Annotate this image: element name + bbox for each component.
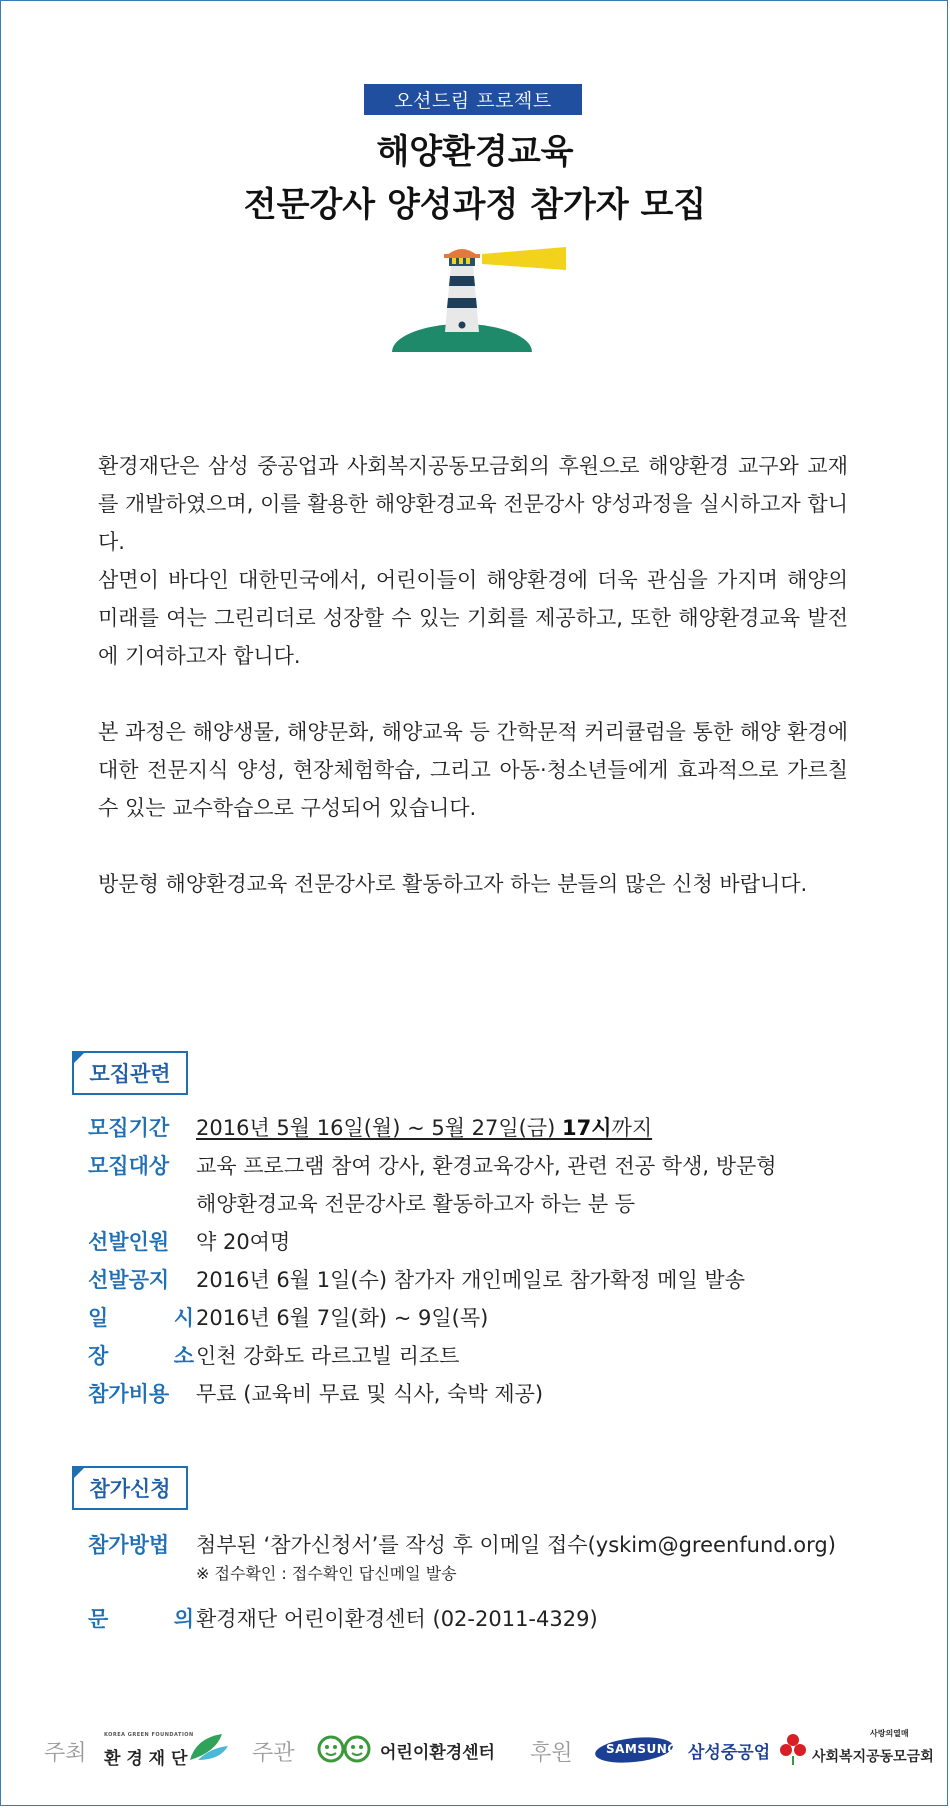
samsung-logo (594, 1736, 678, 1764)
page-title-line1: 해양환경교육 (376, 132, 574, 172)
row-count (88, 1226, 908, 1264)
row-method (88, 1529, 908, 1561)
host-logo-subtitle: KOREA GREEN FOUNDATION (104, 1732, 194, 1738)
intro-paragraph-2: 삼면이 바다인 대한민국에서, 어린이들이 해양환경에 더욱 관심을 가지며 해양의 미래를 여는 그린리더로 성장할 수 있는 기회를 제공하고, 또한 해양환경교육 발전에 기여하고자 합니다. (98, 568, 848, 668)
row-target (88, 1150, 908, 1188)
row-contact (88, 1603, 908, 1641)
label-contact-b: 의 (173, 1607, 194, 1631)
value-method: 첨부된 ‘참가신청서’를 작성 후 이메일 접수(yskim@greenfund.org) (196, 1533, 836, 1557)
label-place (88, 1340, 194, 1378)
label-place-a: 장 (88, 1344, 109, 1368)
leaf-icon (186, 1730, 230, 1766)
period-suffix: 까지 (611, 1116, 653, 1140)
row-fee (88, 1378, 908, 1416)
value-target-line1: 교육 프로그램 참여 강사, 환경교육강사, 관련 전공 학생, 방문형 (196, 1154, 777, 1178)
host-label: 주최 (44, 1741, 87, 1766)
value-count: 약 20여명 (196, 1230, 291, 1254)
lighthouse-illustration (386, 242, 566, 364)
label-contact-a: 문 (88, 1607, 109, 1631)
chest-logo-text: 사회복지공동모금회 (812, 1749, 934, 1765)
recruitment-details (88, 1112, 908, 1416)
label-fee: 참가비용 (88, 1382, 170, 1406)
section-tab-label: 모집관련 (89, 1062, 171, 1086)
value-notice: 2016년 6월 1일(수) 참가자 개인메일로 참가확정 메일 발송 (196, 1268, 745, 1292)
host-logo-text: 환 경 재 단 (104, 1749, 188, 1769)
intro-paragraph-3: 본 과정은 해양생물, 해양문화, 해양교육 등 간학문적 커리큘럼을 통한 해양 환경에 대한 전문지식 양성, 현장체험학습, 그리고 아동·청소년들에게 효과적으로 가르칠 수 있는 교수학습으로 구성되어 있습니다. (98, 720, 848, 820)
row-date (88, 1302, 908, 1340)
samsung-logo-text: SAMSUNG (606, 1742, 678, 1756)
chest-logo-subtitle: 사랑의열매 (870, 1729, 909, 1738)
label-place-b: 소 (173, 1344, 194, 1368)
row-target-cont (88, 1188, 908, 1226)
organizer-label: 주관 (252, 1741, 295, 1766)
intro-paragraph-4: 방문형 해양환경교육 전문강사로 활동하고자 하는 분들의 많은 신청 바랍니다. (98, 872, 808, 896)
value-date: 2016년 6월 7일(화) ~ 9일(목) (196, 1306, 489, 1330)
shi-logo-text: 삼성중공업 (688, 1743, 771, 1763)
light-beam (482, 247, 566, 270)
period-deadline-time: 17시 (562, 1116, 612, 1140)
label-date (88, 1302, 194, 1340)
label-method: 참가방법 (88, 1533, 170, 1557)
section-tab-label: 참가신청 (89, 1477, 171, 1501)
organizer-logo (316, 1732, 500, 1772)
label-date-a: 일 (88, 1306, 109, 1330)
label-notice: 선발공지 (88, 1268, 170, 1292)
value-place: 인천 강화도 라르고빌 리조트 (196, 1344, 460, 1368)
value-fee: 무료 (교육비 무료 및 식사, 숙박 제공) (196, 1382, 544, 1406)
label-period: 모집기간 (88, 1116, 170, 1140)
intro-text (98, 447, 848, 903)
section-tab-recruitment (72, 1051, 188, 1095)
label-date-b: 시 (173, 1306, 194, 1330)
row-notice (88, 1264, 908, 1302)
community-chest-logo (778, 1728, 938, 1772)
label-contact (88, 1603, 194, 1641)
row-period (88, 1112, 908, 1150)
application-details (88, 1529, 908, 1641)
fruit-icon (778, 1732, 808, 1766)
row-method-note (88, 1561, 908, 1603)
host-logo (104, 1730, 230, 1776)
period-dates: 2016년 5월 16일(월) ~ 5월 27일(금) (196, 1116, 563, 1140)
value-period (196, 1112, 652, 1150)
intro-paragraph-1: 환경재단은 삼성 중공업과 사회복지공동모금회의 후원으로 해양환경 교구와 교재를 개발하였으며, 이를 활용한 해양환경교육 전문강사 양성과정을 실시하고자 합니다. (98, 454, 848, 554)
section-tab-application (72, 1466, 188, 1510)
row-place (88, 1340, 908, 1378)
organizer-logo-text: 어린이환경센터 (380, 1743, 495, 1763)
label-count: 선발인원 (88, 1230, 170, 1254)
page-title-line2: 전문강사 양성과정 참가자 모집 (243, 185, 707, 225)
project-badge: 오션드림 프로젝트 (364, 84, 582, 115)
value-target-line2: 해양환경교육 전문강사로 활동하고자 하는 분 등 (196, 1192, 636, 1216)
children-faces-icon (316, 1734, 374, 1764)
footer-sponsors (0, 1722, 950, 1786)
sponsor-label: 후원 (530, 1741, 573, 1766)
method-note: ※ 접수확인 : 접수확인 답신메일 발송 (196, 1564, 457, 1583)
label-target: 모집대상 (88, 1154, 170, 1178)
value-contact: 환경재단 어린이환경센터 (02-2011-4329) (196, 1607, 598, 1631)
